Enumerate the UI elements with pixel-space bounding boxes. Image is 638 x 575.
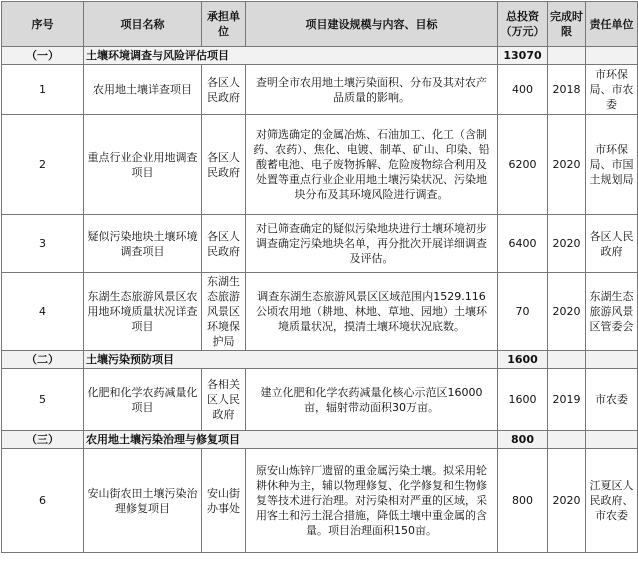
section-row [2,431,638,449]
section-total: 1600 [498,351,548,369]
header-row [2,2,638,47]
row-org: 各相关区人民政府 [202,369,246,431]
table-row [2,215,638,273]
row-content: 原安山炼锌厂遗留的重金属污染土壤。拟采用轮耕休种为主，辅以物理修复、化学修复和生物修复等技术进行治理。对污染相对严重的区域，采用客土和污土混合措施，降低土壤中重金属的含量。项目治理面积150亩。 [246,449,498,553]
row-org: 各区人民政府 [202,65,246,115]
section-total: 800 [498,431,548,449]
header-name: 项目名称 [84,2,202,47]
header-year: 完成时限 [548,2,586,47]
row-content: 调查东湖生态旅游风景区区域范围内1529.116公顷农用地（耕地、林地、草地、园地）土壤环境质量状况，摸清土壤环境状况底数。 [246,273,498,351]
table-row [2,369,638,431]
row-resp: 江夏区人民政府、市农委 [586,449,638,553]
section-row [2,47,638,65]
row-name: 重点行业企业用地调查项目 [84,115,202,215]
investment-table [1,1,638,553]
header-invest: 总投资（万元） [498,2,548,47]
section-no: （三） [2,431,84,449]
row-year: 2020 [548,115,586,215]
section-title: 土壤污染预防项目 [84,351,498,369]
section-title: 土壤环境调查与风险评估项目 [84,47,498,65]
row-resp: 东湖生态旅游风景区管委会 [586,273,638,351]
section-total: 13070 [498,47,548,65]
row-name: 疑似污染地块土壤环境调查项目 [84,215,202,273]
row-invest: 6200 [498,115,548,215]
table-row [2,273,638,351]
row-content: 建立化肥和化学农药减量化核心示范区16000亩，辐射带动面积30万亩。 [246,369,498,431]
row-org: 安山街办事处 [202,449,246,553]
row-org: 各区人民政府 [202,215,246,273]
table-row [2,449,638,553]
row-year: 2018 [548,65,586,115]
section-no: （二） [2,351,84,369]
header-resp: 责任单位 [586,2,638,47]
row-resp: 市环保局、市国土规划局 [586,115,638,215]
row-year: 2020 [548,273,586,351]
header-seq: 序号 [2,2,84,47]
section-row [2,351,638,369]
table-row [2,65,638,115]
row-seq: 3 [2,215,84,273]
row-org: 东湖生态旅游风景区环境保护局 [202,273,246,351]
row-invest: 800 [498,449,548,553]
row-invest: 400 [498,65,548,115]
header-org: 承担单位 [202,2,246,47]
row-org: 各区人民政府 [202,115,246,215]
row-year: 2020 [548,449,586,553]
row-seq: 6 [2,449,84,553]
row-name: 农用地土壤详查项目 [84,65,202,115]
row-seq: 2 [2,115,84,215]
row-year: 2019 [548,369,586,431]
row-seq: 4 [2,273,84,351]
row-content: 对筛选确定的金属冶炼、石油加工、化工（含制药、农药）、焦化、电镀、制革、矿山、印染、铅酸蓄电池、电子废物拆解、危险废物综合利用及处置等重点行业企业用地土壤污染状况、污染地块分布及其环境风险进行调查。 [246,115,498,215]
row-resp: 市农委 [586,369,638,431]
header-content: 项目建设规模与内容、目标 [246,2,498,47]
row-name: 化肥和化学农药减量化项目 [84,369,202,431]
row-resp: 市环保局、市农委 [586,65,638,115]
row-content: 查明全市农用地土壤污染面积、分布及其对农产品质量的影响。 [246,65,498,115]
row-name: 安山街农田土壤污染治理修复项目 [84,449,202,553]
row-seq: 5 [2,369,84,431]
row-invest: 6400 [498,215,548,273]
row-invest: 1600 [498,369,548,431]
row-year: 2020 [548,215,586,273]
row-content: 对已筛查确定的疑似污染地块进行土壤环境初步调查确定污染地块名单，再分批次开展详细调查及评估。 [246,215,498,273]
section-title: 农用地土壤污染治理与修复项目 [84,431,498,449]
row-invest: 70 [498,273,548,351]
table-row [2,115,638,215]
row-name: 东湖生态旅游风景区农用地环境质量状况详查项目 [84,273,202,351]
row-resp: 各区人民政府 [586,215,638,273]
row-seq: 1 [2,65,84,115]
section-no: （一） [2,47,84,65]
